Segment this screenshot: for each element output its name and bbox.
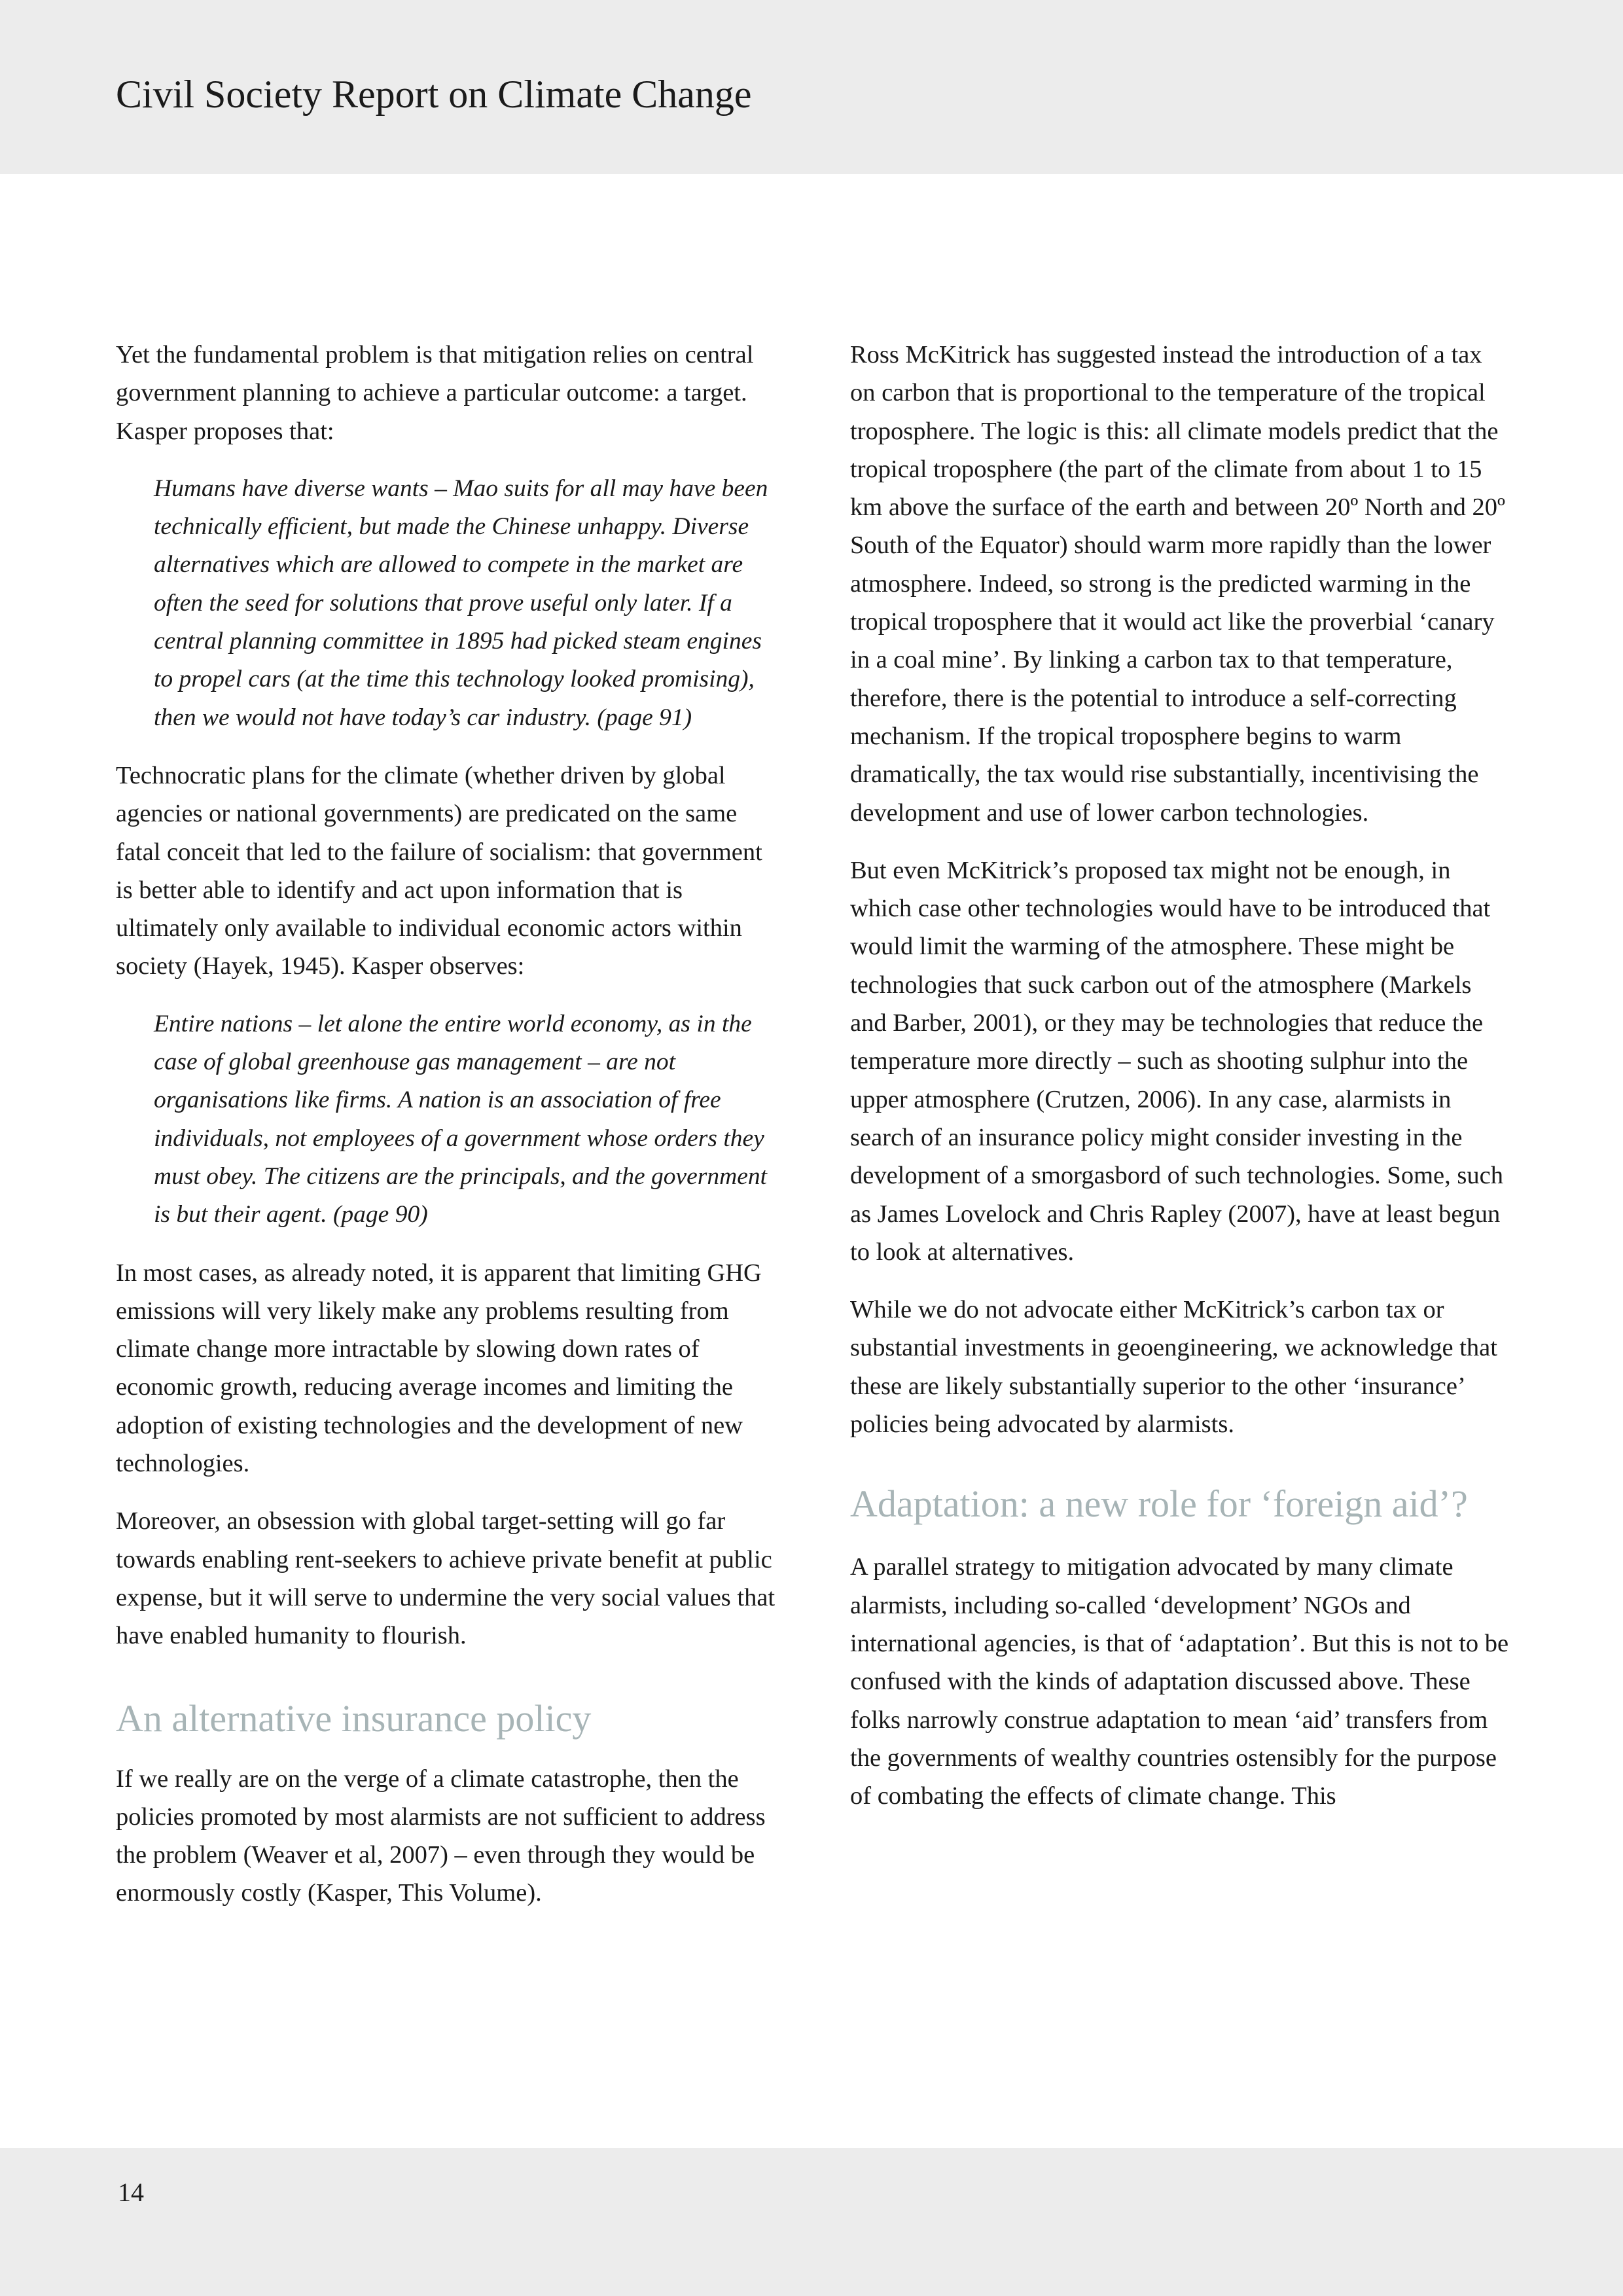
paragraph: Moreover, an obsession with global target-setting will go far towards enabling rent-seekers to achieve private benefit at public expense, but it will serve to undermine the very social values that have enabled humanity to flourish.	[116, 1507, 776, 1650]
footer-band	[0, 2148, 1623, 2296]
paragraph: Technocratic plans for the climate (whether driven by global agencies or national governments) are predicated on the same fatal conceit that led to the failure of socialism: that government is better able to identify and act upon information that is ultimately only available to individual economic actors within society (Hayek, 1945). Kasper observes:	[116, 761, 762, 980]
paragraph: Ross McKitrick has suggested instead the introduction of a tax on carbon that is proportional to the temperature of the tropical troposphere. The logic is this: all climate models predict that the tropical troposphere (the part of the climate from about 1 to 15 km above the surface of the earth and between 20º North and 20º South of the Equator) should warm more rapidly than the lower atmosphere. Indeed, so strong is the predicted warming in the tropical troposphere that it would act like the proverbial ‘canary in a coal mine’. By linking a carbon tax to that temperature, therefore, there is the potential to introduce a self-correcting mechanism. If the tropical troposphere begins to warm dramatically, the tax would rise substantially, incentivising the development and use of lower carbon technologies.	[850, 341, 1505, 827]
paragraph: In most cases, as already noted, it is apparent that limiting GHG emissions will very likely make any problems resulting from climate change more intractable by slowing down rates of economic growth, reducing average incomes and limiting the adoption of existing technologies and the development of new technologies.	[116, 1259, 762, 1478]
section-heading: Adaptation: a new role for ‘foreign aid’?	[850, 1482, 1468, 1526]
page-header-title: Civil Society Report on Climate Change	[116, 73, 752, 116]
paragraph: If we really are on the verge of a climate catastrophe, then the policies promoted by most alarmists are not sufficient to address the problem (Weaver et al, 2007) – even through they would be enormously costly (Kasper, This Volume).	[116, 1765, 766, 1907]
left-column	[116, 336, 777, 1932]
paragraph: A parallel strategy to mitigation advocated by many climate alarmists, including so-called ‘development’ NGOs and international agencies, is that of ‘adaptation’. But this is not to be confused with the kinds of adaptation discussed above. These folks narrowly construe adaptation to mean ‘aid’ transfers from the governments of wealthy countries ostensibly for the purpose of combating the effects of climate change. This	[850, 1553, 1509, 1810]
right-column	[850, 336, 1511, 1835]
page-number: 14	[118, 2178, 144, 2207]
paragraph: But even McKitrick’s proposed tax might not be enough, in which case other technologies would have to be introduced that would limit the warming of the atmosphere. These might be technologies that suck carbon out of the atmosphere (Markels and Barber, 2001), or they may be technologies that reduce the temperature more directly – such as shooting sulphur into the upper atmosphere (Crutzen, 2006). In any case, alarmists in search of an insurance policy might consider investing in the development of a smorgasbord of such technologies. Some, such as James Lovelock and Chris Rapley (2007), have at least begun to look at alternatives.	[850, 856, 1503, 1266]
paragraph: While we do not advocate either McKitrick’s carbon tax or substantial investments in geoengineering, we acknowledge that these are likely substantially superior to the other ‘insurance’ policies being advocated by alarmists.	[850, 1296, 1497, 1439]
paragraph: Yet the fundamental problem is that mitigation relies on central government planning to achieve a particular outcome: a target. Kasper proposes that:	[116, 341, 754, 445]
block-quote: Entire nations – let alone the entire world economy, as in the case of global greenhouse gas management – are not organisations like firms. A nation is an association of free individuals, not employees of a government whose orders they must obey. The citizens are the principals, and the government is but their agent. (page 90)	[154, 1010, 768, 1229]
header-band	[0, 0, 1623, 174]
section-heading: An alternative insurance policy	[116, 1696, 592, 1740]
block-quote: Humans have diverse wants – Mao suits for all may have been technically efficient, but made the Chinese unhappy. Diverse alternatives which are allowed to compete in the market are often the seed for solutions that prove useful only later. If a central planning committee in 1895 had picked steam engines to propel cars (at the time this technology looked promising), then we would not have today’s car industry. (page 91)	[154, 475, 768, 731]
